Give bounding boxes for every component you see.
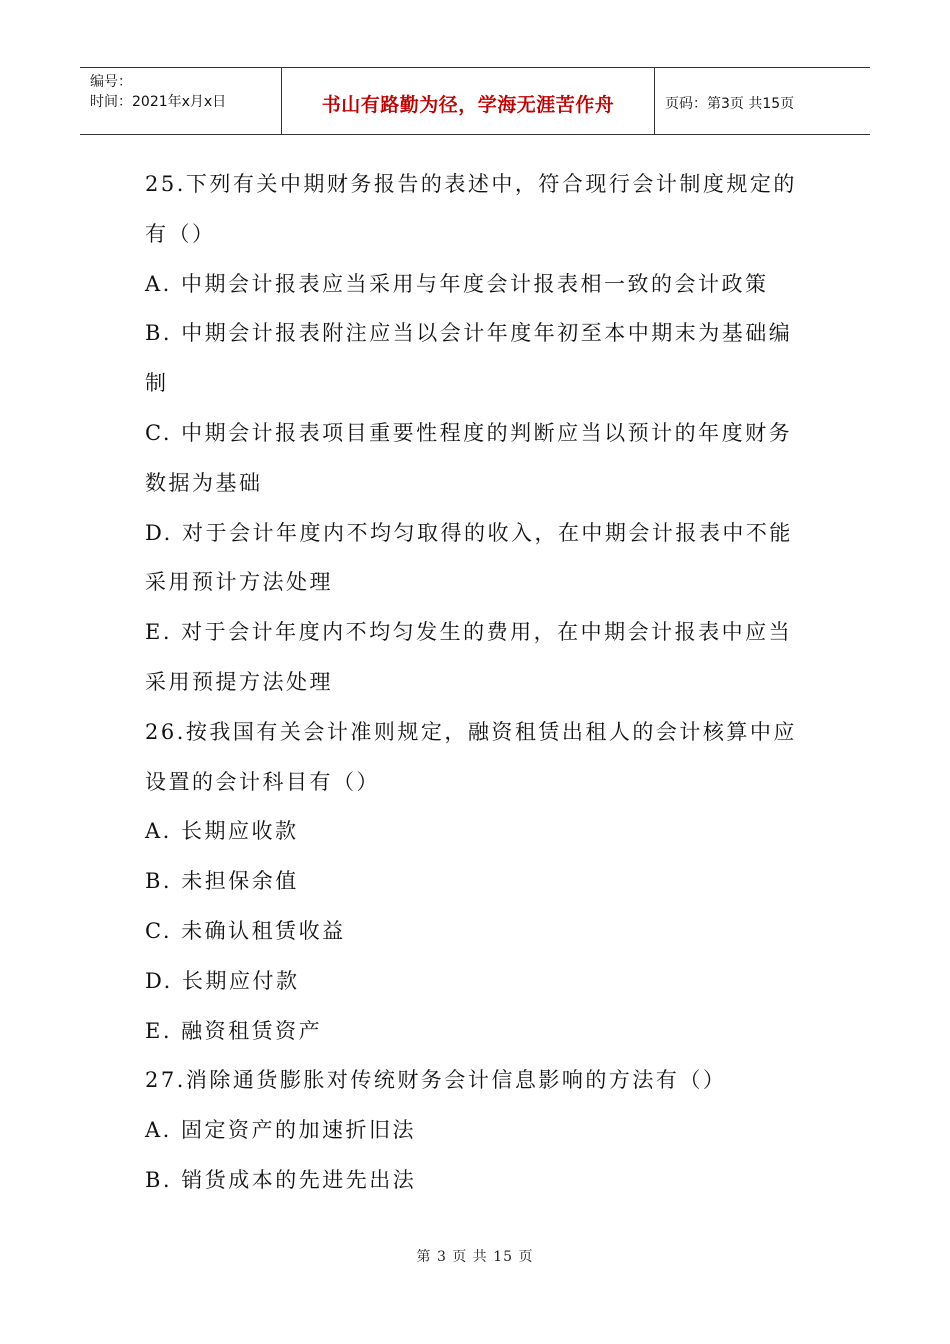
answer-option: 采用预提方法处理 xyxy=(145,669,333,694)
answer-option: B. 未担保余值 xyxy=(145,869,299,894)
document-number-label: 编号： xyxy=(90,74,132,90)
document-date-label: 时间：2021年x月x日 xyxy=(90,94,227,110)
header-motto: 书山有路勤为径，学海无涯苦作舟 xyxy=(282,68,655,134)
answer-option: E. 对于会计年度内不均匀发生的费用，在中期会计报表中应当 xyxy=(145,620,793,645)
header-page-info: 页码：第3页 共15页 xyxy=(665,96,795,112)
answer-option: 制 xyxy=(145,371,169,396)
question-text: 设置的会计科目有（） xyxy=(145,769,380,794)
answer-option: 数据为基础 xyxy=(145,470,263,495)
document-body xyxy=(145,160,810,1206)
answer-option: C. 中期会计报表项目重要性程度的判断应当以预计的年度财务 xyxy=(145,420,793,445)
question-text: 27.消除通货膨胀对传统财务会计信息影响的方法有（） xyxy=(145,1068,727,1093)
answer-option: D. 长期应付款 xyxy=(145,968,300,993)
page-footer: 第 3 页 共 15 页 xyxy=(416,1249,534,1265)
answer-option: 采用预计方法处理 xyxy=(145,570,333,595)
header-meta xyxy=(80,68,282,134)
answer-option: B. 销货成本的先进先出法 xyxy=(145,1167,417,1192)
answer-option: B. 中期会计报表附注应当以会计年度年初至本中期末为基础编 xyxy=(145,321,793,346)
answer-option: D. 对于会计年度内不均匀取得的收入，在中期会计报表中不能 xyxy=(145,520,793,545)
answer-option: E. 融资租赁资产 xyxy=(145,1018,323,1043)
answer-option: C. 未确认租赁收益 xyxy=(145,918,346,943)
page-header xyxy=(80,67,870,135)
answer-option: A. 长期应收款 xyxy=(145,819,299,844)
answer-option: A. 固定资产的加速折旧法 xyxy=(145,1118,417,1143)
answer-option: A. 中期会计报表应当采用与年度会计报表相一致的会计政策 xyxy=(145,271,769,296)
question-text: 26.按我国有关会计准则规定，融资租赁出租人的会计核算中应 xyxy=(145,719,797,744)
question-text: 有（） xyxy=(145,221,216,246)
question-text: 25.下列有关中期财务报告的表述中，符合现行会计制度规定的 xyxy=(145,172,797,196)
